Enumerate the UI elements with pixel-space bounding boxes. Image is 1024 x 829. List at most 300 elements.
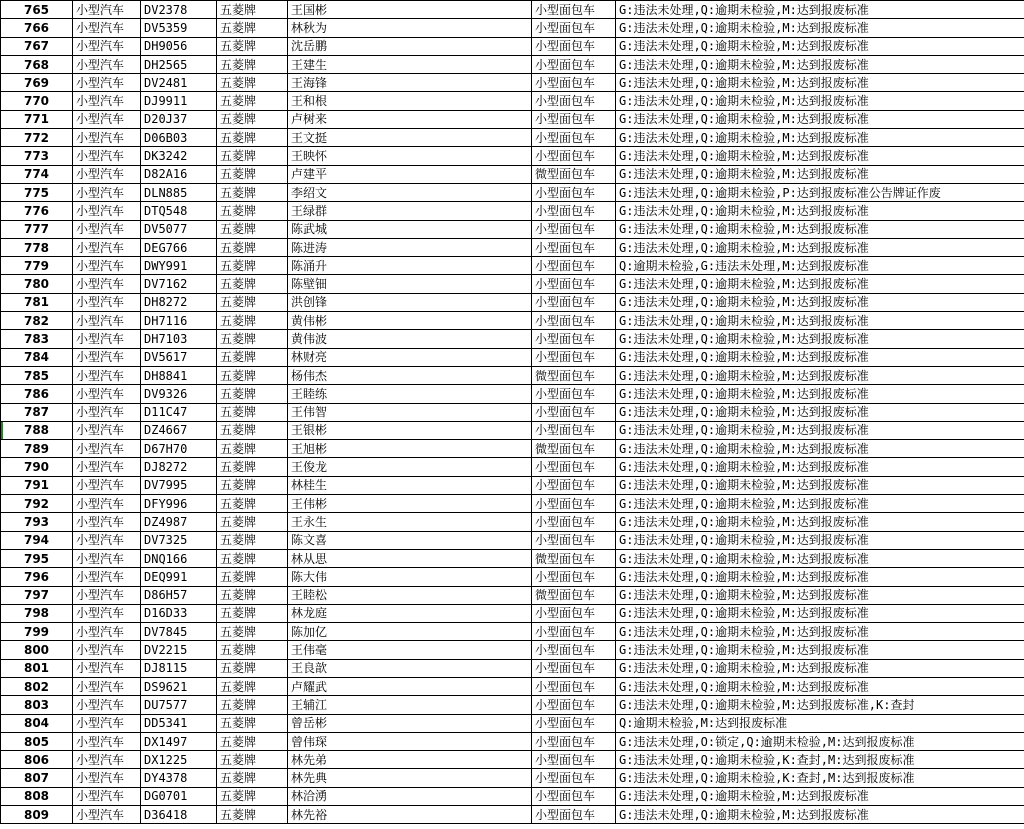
plate-number-cell[interactable]: DV2215 <box>141 641 217 659</box>
table-row[interactable] <box>1 74 1024 92</box>
status-reason-cell[interactable]: G:违法未处理,Q:逾期未检验,M:达到报废标准 <box>616 421 1024 439</box>
row-number-cell[interactable]: 788 <box>1 421 73 439</box>
status-reason-cell[interactable]: G:违法未处理,Q:逾期未检验,M:达到报废标准 <box>616 586 1024 604</box>
owner-name-cell[interactable]: 王睦松 <box>288 586 532 604</box>
plate-number-cell[interactable]: DD5341 <box>141 714 217 732</box>
plate-number-cell[interactable]: DK3242 <box>141 147 217 165</box>
vehicle-type-cell[interactable]: 小型面包车 <box>532 202 616 220</box>
table-row[interactable] <box>1 403 1024 421</box>
row-number-cell[interactable]: 780 <box>1 275 73 293</box>
plate-number-cell[interactable]: DJ9911 <box>141 92 217 110</box>
vehicle-category-cell[interactable]: 小型汽车 <box>73 202 141 220</box>
vehicle-category-cell[interactable]: 小型汽车 <box>73 495 141 513</box>
plate-number-cell[interactable]: DH2565 <box>141 55 217 73</box>
vehicle-category-cell[interactable]: 小型汽车 <box>73 312 141 330</box>
brand-cell[interactable]: 五菱牌 <box>217 257 288 275</box>
brand-cell[interactable]: 五菱牌 <box>217 568 288 586</box>
brand-cell[interactable]: 五菱牌 <box>217 586 288 604</box>
row-number-cell[interactable]: 802 <box>1 677 73 695</box>
vehicle-category-cell[interactable]: 小型汽车 <box>73 385 141 403</box>
plate-number-cell[interactable]: DY4378 <box>141 769 217 787</box>
table-row[interactable] <box>1 787 1024 805</box>
table-row[interactable] <box>1 275 1024 293</box>
plate-number-cell[interactable]: DNQ166 <box>141 549 217 567</box>
row-number-cell[interactable]: 775 <box>1 183 73 201</box>
owner-name-cell[interactable]: 王建生 <box>288 55 532 73</box>
vehicle-type-cell[interactable]: 小型面包车 <box>532 74 616 92</box>
brand-cell[interactable]: 五菱牌 <box>217 55 288 73</box>
vehicle-category-cell[interactable]: 小型汽车 <box>73 623 141 641</box>
plate-number-cell[interactable]: D82A16 <box>141 165 217 183</box>
status-reason-cell[interactable]: G:违法未处理,Q:逾期未检验,M:达到报废标准 <box>616 440 1024 458</box>
status-reason-cell[interactable]: G:违法未处理,Q:逾期未检验,M:达到报废标准 <box>616 19 1024 37</box>
row-number-cell[interactable]: 789 <box>1 440 73 458</box>
owner-name-cell[interactable]: 王辅江 <box>288 696 532 714</box>
owner-name-cell[interactable]: 王伟毫 <box>288 641 532 659</box>
vehicle-category-cell[interactable]: 小型汽车 <box>73 458 141 476</box>
row-number-cell[interactable]: 807 <box>1 769 73 787</box>
vehicle-category-cell[interactable]: 小型汽车 <box>73 751 141 769</box>
table-row[interactable] <box>1 348 1024 366</box>
vehicle-type-cell[interactable]: 小型面包车 <box>532 732 616 750</box>
row-number-cell[interactable]: 787 <box>1 403 73 421</box>
status-reason-cell[interactable]: G:违法未处理,Q:逾期未检验,M:达到报废标准 <box>616 385 1024 403</box>
vehicle-category-cell[interactable]: 小型汽车 <box>73 275 141 293</box>
status-reason-cell[interactable]: G:违法未处理,Q:逾期未检验,M:达到报废标准 <box>616 458 1024 476</box>
table-row[interactable] <box>1 458 1024 476</box>
vehicle-category-cell[interactable]: 小型汽车 <box>73 403 141 421</box>
vehicle-type-cell[interactable]: 小型面包车 <box>532 183 616 201</box>
status-reason-cell[interactable]: G:违法未处理,Q:逾期未检验,M:达到报废标准 <box>616 147 1024 165</box>
vehicle-category-cell[interactable]: 小型汽车 <box>73 769 141 787</box>
status-reason-cell[interactable]: G:违法未处理,Q:逾期未检验,K:查封,M:达到报废标准 <box>616 751 1024 769</box>
status-reason-cell[interactable]: G:违法未处理,Q:逾期未检验,M:达到报废标准 <box>616 275 1024 293</box>
brand-cell[interactable]: 五菱牌 <box>217 458 288 476</box>
vehicle-type-cell[interactable]: 微型面包车 <box>532 549 616 567</box>
vehicle-category-cell[interactable]: 小型汽车 <box>73 440 141 458</box>
status-reason-cell[interactable]: G:违法未处理,Q:逾期未检验,M:达到报废标准 <box>616 623 1024 641</box>
status-reason-cell[interactable]: G:违法未处理,Q:逾期未检验,M:达到报废标准 <box>616 37 1024 55</box>
plate-number-cell[interactable]: DV9326 <box>141 385 217 403</box>
owner-name-cell[interactable]: 陈大伟 <box>288 568 532 586</box>
brand-cell[interactable]: 五菱牌 <box>217 19 288 37</box>
status-reason-cell[interactable]: G:违法未处理,Q:逾期未检验,M:达到报废标准 <box>616 531 1024 549</box>
brand-cell[interactable]: 五菱牌 <box>217 440 288 458</box>
table-row[interactable] <box>1 92 1024 110</box>
vehicle-type-cell[interactable]: 小型面包车 <box>532 568 616 586</box>
row-number-cell[interactable]: 790 <box>1 458 73 476</box>
brand-cell[interactable]: 五菱牌 <box>217 312 288 330</box>
row-number-cell[interactable]: 766 <box>1 19 73 37</box>
row-number-cell[interactable]: 784 <box>1 348 73 366</box>
plate-number-cell[interactable]: D36418 <box>141 806 217 824</box>
plate-number-cell[interactable]: DV7995 <box>141 476 217 494</box>
status-reason-cell[interactable]: G:违法未处理,Q:逾期未检验,M:达到报废标准 <box>616 129 1024 147</box>
owner-name-cell[interactable]: 林桂生 <box>288 476 532 494</box>
brand-cell[interactable]: 五菱牌 <box>217 549 288 567</box>
plate-number-cell[interactable]: DWY991 <box>141 257 217 275</box>
table-row[interactable] <box>1 806 1024 824</box>
vehicle-type-cell[interactable]: 小型面包车 <box>532 238 616 256</box>
table-row[interactable] <box>1 293 1024 311</box>
table-row[interactable] <box>1 37 1024 55</box>
vehicle-category-cell[interactable]: 小型汽车 <box>73 165 141 183</box>
brand-cell[interactable]: 五菱牌 <box>217 92 288 110</box>
owner-name-cell[interactable]: 王海锋 <box>288 74 532 92</box>
brand-cell[interactable]: 五菱牌 <box>217 806 288 824</box>
plate-number-cell[interactable]: DJ8115 <box>141 659 217 677</box>
vehicle-type-cell[interactable]: 小型面包车 <box>532 659 616 677</box>
plate-number-cell[interactable]: D16D33 <box>141 604 217 622</box>
row-number-cell[interactable]: 806 <box>1 751 73 769</box>
owner-name-cell[interactable]: 黄伟波 <box>288 330 532 348</box>
brand-cell[interactable]: 五菱牌 <box>217 129 288 147</box>
plate-number-cell[interactable]: DH7116 <box>141 312 217 330</box>
vehicle-type-cell[interactable]: 小型面包车 <box>532 293 616 311</box>
brand-cell[interactable]: 五菱牌 <box>217 531 288 549</box>
vehicle-type-cell[interactable]: 小型面包车 <box>532 1 616 19</box>
vehicle-category-cell[interactable]: 小型汽车 <box>73 677 141 695</box>
brand-cell[interactable]: 五菱牌 <box>217 330 288 348</box>
owner-name-cell[interactable]: 陈加亿 <box>288 623 532 641</box>
table-row[interactable] <box>1 385 1024 403</box>
status-reason-cell[interactable]: G:违法未处理,Q:逾期未检验,M:达到报废标准 <box>616 641 1024 659</box>
table-row[interactable] <box>1 55 1024 73</box>
vehicle-category-cell[interactable]: 小型汽车 <box>73 55 141 73</box>
plate-number-cell[interactable]: DH8272 <box>141 293 217 311</box>
vehicle-category-cell[interactable]: 小型汽车 <box>73 604 141 622</box>
row-number-cell[interactable]: 777 <box>1 220 73 238</box>
brand-cell[interactable]: 五菱牌 <box>217 202 288 220</box>
status-reason-cell[interactable]: G:违法未处理,Q:逾期未检验,M:达到报废标准 <box>616 403 1024 421</box>
plate-number-cell[interactable]: DU7577 <box>141 696 217 714</box>
row-number-cell[interactable]: 786 <box>1 385 73 403</box>
row-number-cell[interactable]: 776 <box>1 202 73 220</box>
vehicle-category-cell[interactable]: 小型汽车 <box>73 348 141 366</box>
brand-cell[interactable]: 五菱牌 <box>217 641 288 659</box>
table-row[interactable] <box>1 1 1024 19</box>
vehicle-category-cell[interactable]: 小型汽车 <box>73 238 141 256</box>
vehicle-type-cell[interactable]: 小型面包车 <box>532 19 616 37</box>
row-number-cell[interactable]: 803 <box>1 696 73 714</box>
brand-cell[interactable]: 五菱牌 <box>217 147 288 165</box>
row-number-cell[interactable]: 805 <box>1 732 73 750</box>
vehicle-category-cell[interactable]: 小型汽车 <box>73 513 141 531</box>
brand-cell[interactable]: 五菱牌 <box>217 74 288 92</box>
row-number-cell[interactable]: 800 <box>1 641 73 659</box>
vehicle-category-cell[interactable]: 小型汽车 <box>73 366 141 384</box>
vehicle-type-cell[interactable]: 小型面包车 <box>532 220 616 238</box>
table-row[interactable] <box>1 531 1024 549</box>
owner-name-cell[interactable]: 杨伟杰 <box>288 366 532 384</box>
vehicle-category-cell[interactable]: 小型汽车 <box>73 476 141 494</box>
plate-number-cell[interactable]: DH8841 <box>141 366 217 384</box>
brand-cell[interactable]: 五菱牌 <box>217 165 288 183</box>
status-reason-cell[interactable]: Q:逾期未检验,M:达到报废标准 <box>616 714 1024 732</box>
plate-number-cell[interactable]: DZ4987 <box>141 513 217 531</box>
vehicle-type-cell[interactable]: 小型面包车 <box>532 403 616 421</box>
vehicle-type-cell[interactable]: 小型面包车 <box>532 531 616 549</box>
table-row[interactable] <box>1 421 1024 439</box>
status-reason-cell[interactable]: G:违法未处理,Q:逾期未检验,M:达到报废标准 <box>616 549 1024 567</box>
vehicle-category-cell[interactable]: 小型汽车 <box>73 220 141 238</box>
row-number-cell[interactable]: 781 <box>1 293 73 311</box>
plate-number-cell[interactable]: DV5077 <box>141 220 217 238</box>
brand-cell[interactable]: 五菱牌 <box>217 696 288 714</box>
vehicle-type-cell[interactable]: 小型面包车 <box>532 677 616 695</box>
status-reason-cell[interactable]: G:违法未处理,Q:逾期未检验,M:达到报废标准 <box>616 55 1024 73</box>
plate-number-cell[interactable]: DTQ548 <box>141 202 217 220</box>
vehicle-type-cell[interactable]: 小型面包车 <box>532 476 616 494</box>
status-reason-cell[interactable]: G:违法未处理,Q:逾期未检验,M:达到报废标准 <box>616 568 1024 586</box>
vehicle-category-cell[interactable]: 小型汽车 <box>73 732 141 750</box>
status-reason-cell[interactable]: G:违法未处理,Q:逾期未检验,M:达到报废标准 <box>616 202 1024 220</box>
owner-name-cell[interactable]: 王伟彬 <box>288 495 532 513</box>
vehicle-type-cell[interactable]: 小型面包车 <box>532 330 616 348</box>
status-reason-cell[interactable]: G:违法未处理,Q:逾期未检验,M:达到报废标准 <box>616 604 1024 622</box>
row-number-cell[interactable]: 785 <box>1 366 73 384</box>
vehicle-category-cell[interactable]: 小型汽车 <box>73 147 141 165</box>
vehicle-category-cell[interactable]: 小型汽车 <box>73 19 141 37</box>
plate-number-cell[interactable]: DV7325 <box>141 531 217 549</box>
owner-name-cell[interactable]: 林财亮 <box>288 348 532 366</box>
brand-cell[interactable]: 五菱牌 <box>217 348 288 366</box>
table-row[interactable] <box>1 238 1024 256</box>
table-row[interactable] <box>1 183 1024 201</box>
brand-cell[interactable]: 五菱牌 <box>217 787 288 805</box>
vehicle-category-cell[interactable]: 小型汽车 <box>73 129 141 147</box>
row-number-cell[interactable]: 765 <box>1 1 73 19</box>
vehicle-category-cell[interactable]: 小型汽车 <box>73 659 141 677</box>
vehicle-type-cell[interactable]: 小型面包车 <box>532 385 616 403</box>
table-row[interactable] <box>1 330 1024 348</box>
vehicle-category-cell[interactable]: 小型汽车 <box>73 92 141 110</box>
status-reason-cell[interactable]: G:违法未处理,Q:逾期未检验,M:达到报废标准 <box>616 92 1024 110</box>
vehicle-type-cell[interactable]: 小型面包车 <box>532 458 616 476</box>
vehicle-type-cell[interactable]: 微型面包车 <box>532 586 616 604</box>
status-reason-cell[interactable]: G:违法未处理,Q:逾期未检验,M:达到报废标准 <box>616 366 1024 384</box>
plate-number-cell[interactable]: DEQ991 <box>141 568 217 586</box>
vehicle-type-cell[interactable]: 小型面包车 <box>532 714 616 732</box>
owner-name-cell[interactable]: 陈文喜 <box>288 531 532 549</box>
vehicle-category-cell[interactable]: 小型汽车 <box>73 714 141 732</box>
plate-number-cell[interactable]: DV7845 <box>141 623 217 641</box>
owner-name-cell[interactable]: 王伟智 <box>288 403 532 421</box>
plate-number-cell[interactable]: DS9621 <box>141 677 217 695</box>
vehicle-type-cell[interactable]: 小型面包车 <box>532 129 616 147</box>
table-row[interactable] <box>1 495 1024 513</box>
brand-cell[interactable]: 五菱牌 <box>217 183 288 201</box>
plate-number-cell[interactable]: DEG766 <box>141 238 217 256</box>
status-reason-cell[interactable]: G:违法未处理,Q:逾期未检验,M:达到报废标准 <box>616 348 1024 366</box>
row-number-cell[interactable]: 801 <box>1 659 73 677</box>
owner-name-cell[interactable]: 黄伟彬 <box>288 312 532 330</box>
owner-name-cell[interactable]: 林洽湧 <box>288 787 532 805</box>
vehicle-type-cell[interactable]: 小型面包车 <box>532 495 616 513</box>
status-reason-cell[interactable]: G:违法未处理,Q:逾期未检验,M:达到报废标准 <box>616 238 1024 256</box>
table-row[interactable] <box>1 19 1024 37</box>
vehicle-category-cell[interactable]: 小型汽车 <box>73 330 141 348</box>
owner-name-cell[interactable]: 王永生 <box>288 513 532 531</box>
owner-name-cell[interactable]: 曾岳彬 <box>288 714 532 732</box>
vehicle-type-cell[interactable]: 小型面包车 <box>532 257 616 275</box>
row-number-cell[interactable]: 783 <box>1 330 73 348</box>
brand-cell[interactable]: 五菱牌 <box>217 385 288 403</box>
status-reason-cell[interactable]: G:违法未处理,Q:逾期未检验,M:达到报废标准 <box>616 330 1024 348</box>
vehicle-type-cell[interactable]: 小型面包车 <box>532 348 616 366</box>
row-number-cell[interactable]: 808 <box>1 787 73 805</box>
row-number-cell[interactable]: 768 <box>1 55 73 73</box>
owner-name-cell[interactable]: 林从思 <box>288 549 532 567</box>
owner-name-cell[interactable]: 陈涌升 <box>288 257 532 275</box>
vehicle-category-cell[interactable]: 小型汽车 <box>73 549 141 567</box>
vehicle-type-cell[interactable]: 小型面包车 <box>532 92 616 110</box>
owner-name-cell[interactable]: 卢建平 <box>288 165 532 183</box>
brand-cell[interactable]: 五菱牌 <box>217 275 288 293</box>
vehicle-category-cell[interactable]: 小型汽车 <box>73 257 141 275</box>
row-number-cell[interactable]: 794 <box>1 531 73 549</box>
plate-number-cell[interactable]: DJ8272 <box>141 458 217 476</box>
row-number-cell[interactable]: 798 <box>1 604 73 622</box>
owner-name-cell[interactable]: 林先裕 <box>288 806 532 824</box>
status-reason-cell[interactable]: G:违法未处理,Q:逾期未检验,P:达到报废标准公告牌证作废 <box>616 183 1024 201</box>
row-number-cell[interactable]: 804 <box>1 714 73 732</box>
owner-name-cell[interactable]: 王旭彬 <box>288 440 532 458</box>
plate-number-cell[interactable]: DX1497 <box>141 732 217 750</box>
owner-name-cell[interactable]: 李绍文 <box>288 183 532 201</box>
owner-name-cell[interactable]: 王睦练 <box>288 385 532 403</box>
owner-name-cell[interactable]: 陈壁钿 <box>288 275 532 293</box>
brand-cell[interactable]: 五菱牌 <box>217 476 288 494</box>
plate-number-cell[interactable]: DX1225 <box>141 751 217 769</box>
plate-number-cell[interactable]: DV5359 <box>141 19 217 37</box>
row-number-cell[interactable]: 771 <box>1 110 73 128</box>
status-reason-cell[interactable]: G:违法未处理,Q:逾期未检验,M:达到报废标准,K:查封 <box>616 696 1024 714</box>
owner-name-cell[interactable]: 王映怀 <box>288 147 532 165</box>
table-row[interactable] <box>1 312 1024 330</box>
plate-number-cell[interactable]: D06B03 <box>141 129 217 147</box>
brand-cell[interactable]: 五菱牌 <box>217 293 288 311</box>
vehicle-category-cell[interactable]: 小型汽车 <box>73 183 141 201</box>
row-number-cell[interactable]: 791 <box>1 476 73 494</box>
plate-number-cell[interactable]: DV7162 <box>141 275 217 293</box>
owner-name-cell[interactable]: 曾伟琛 <box>288 732 532 750</box>
owner-name-cell[interactable]: 王和根 <box>288 92 532 110</box>
status-reason-cell[interactable]: G:违法未处理,Q:逾期未检验,M:达到报废标准 <box>616 220 1024 238</box>
owner-name-cell[interactable]: 王国彬 <box>288 1 532 19</box>
plate-number-cell[interactable]: D86H57 <box>141 586 217 604</box>
row-number-cell[interactable]: 769 <box>1 74 73 92</box>
vehicle-category-cell[interactable]: 小型汽车 <box>73 110 141 128</box>
owner-name-cell[interactable]: 林龙庭 <box>288 604 532 622</box>
table-row[interactable] <box>1 165 1024 183</box>
owner-name-cell[interactable]: 林秋为 <box>288 19 532 37</box>
plate-number-cell[interactable]: DV2481 <box>141 74 217 92</box>
plate-number-cell[interactable]: D67H70 <box>141 440 217 458</box>
vehicle-type-cell[interactable]: 小型面包车 <box>532 110 616 128</box>
row-number-cell[interactable]: 793 <box>1 513 73 531</box>
table-row[interactable] <box>1 513 1024 531</box>
vehicle-category-cell[interactable]: 小型汽车 <box>73 1 141 19</box>
brand-cell[interactable]: 五菱牌 <box>217 495 288 513</box>
vehicle-type-cell[interactable]: 小型面包车 <box>532 806 616 824</box>
table-row[interactable] <box>1 769 1024 787</box>
brand-cell[interactable]: 五菱牌 <box>217 220 288 238</box>
brand-cell[interactable]: 五菱牌 <box>217 366 288 384</box>
table-row[interactable] <box>1 257 1024 275</box>
row-number-cell[interactable]: 799 <box>1 623 73 641</box>
table-row[interactable] <box>1 623 1024 641</box>
status-reason-cell[interactable]: G:违法未处理,Q:逾期未检验,M:达到报废标准 <box>616 513 1024 531</box>
plate-number-cell[interactable]: D20J37 <box>141 110 217 128</box>
vehicle-type-cell[interactable]: 小型面包车 <box>532 623 616 641</box>
row-number-cell[interactable]: 797 <box>1 586 73 604</box>
vehicle-type-cell[interactable]: 小型面包车 <box>532 312 616 330</box>
status-reason-cell[interactable]: G:违法未处理,Q:逾期未检验,M:达到报废标准 <box>616 110 1024 128</box>
owner-name-cell[interactable]: 卢树来 <box>288 110 532 128</box>
plate-number-cell[interactable]: DH9056 <box>141 37 217 55</box>
brand-cell[interactable]: 五菱牌 <box>217 37 288 55</box>
owner-name-cell[interactable]: 卢耀武 <box>288 677 532 695</box>
status-reason-cell[interactable]: G:违法未处理,Q:逾期未检验,M:达到报废标准 <box>616 312 1024 330</box>
vehicle-type-cell[interactable]: 微型面包车 <box>532 366 616 384</box>
owner-name-cell[interactable]: 林先弟 <box>288 751 532 769</box>
status-reason-cell[interactable]: G:违法未处理,Q:逾期未检验,M:达到报废标准 <box>616 806 1024 824</box>
status-reason-cell[interactable]: G:违法未处理,Q:逾期未检验,M:达到报废标准 <box>616 495 1024 513</box>
status-reason-cell[interactable]: G:违法未处理,Q:逾期未检验,M:达到报废标准 <box>616 74 1024 92</box>
vehicle-type-cell[interactable]: 小型面包车 <box>532 55 616 73</box>
owner-name-cell[interactable]: 林先典 <box>288 769 532 787</box>
status-reason-cell[interactable]: G:违法未处理,Q:逾期未检验,M:达到报废标准 <box>616 1 1024 19</box>
owner-name-cell[interactable]: 洪创锋 <box>288 293 532 311</box>
brand-cell[interactable]: 五菱牌 <box>217 677 288 695</box>
row-number-cell[interactable]: 796 <box>1 568 73 586</box>
table-row[interactable] <box>1 696 1024 714</box>
owner-name-cell[interactable]: 王良歆 <box>288 659 532 677</box>
table-row[interactable] <box>1 568 1024 586</box>
table-row[interactable] <box>1 220 1024 238</box>
owner-name-cell[interactable]: 王文挺 <box>288 129 532 147</box>
status-reason-cell[interactable]: G:违法未处理,Q:逾期未检验,M:达到报废标准 <box>616 293 1024 311</box>
vehicle-category-cell[interactable]: 小型汽车 <box>73 37 141 55</box>
vehicle-category-cell[interactable]: 小型汽车 <box>73 787 141 805</box>
table-row[interactable] <box>1 549 1024 567</box>
vehicle-type-cell[interactable]: 小型面包车 <box>532 696 616 714</box>
vehicle-category-cell[interactable]: 小型汽车 <box>73 806 141 824</box>
vehicle-category-cell[interactable]: 小型汽车 <box>73 641 141 659</box>
vehicle-type-cell[interactable]: 小型面包车 <box>532 787 616 805</box>
table-row[interactable] <box>1 129 1024 147</box>
brand-cell[interactable]: 五菱牌 <box>217 732 288 750</box>
status-reason-cell[interactable]: G:违法未处理,Q:逾期未检验,K:查封,M:达到报废标准 <box>616 769 1024 787</box>
vehicle-type-cell[interactable]: 小型面包车 <box>532 147 616 165</box>
table-row[interactable] <box>1 641 1024 659</box>
brand-cell[interactable]: 五菱牌 <box>217 623 288 641</box>
plate-number-cell[interactable]: DV5617 <box>141 348 217 366</box>
owner-name-cell[interactable]: 陈进涛 <box>288 238 532 256</box>
brand-cell[interactable]: 五菱牌 <box>217 421 288 439</box>
brand-cell[interactable]: 五菱牌 <box>217 769 288 787</box>
table-row[interactable] <box>1 677 1024 695</box>
brand-cell[interactable]: 五菱牌 <box>217 238 288 256</box>
table-row[interactable] <box>1 147 1024 165</box>
vehicle-category-cell[interactable]: 小型汽车 <box>73 696 141 714</box>
table-row[interactable] <box>1 202 1024 220</box>
table-row[interactable] <box>1 751 1024 769</box>
plate-number-cell[interactable]: D11C47 <box>141 403 217 421</box>
owner-name-cell[interactable]: 王绿群 <box>288 202 532 220</box>
status-reason-cell[interactable]: G:违法未处理,Q:逾期未检验,M:达到报废标准 <box>616 787 1024 805</box>
